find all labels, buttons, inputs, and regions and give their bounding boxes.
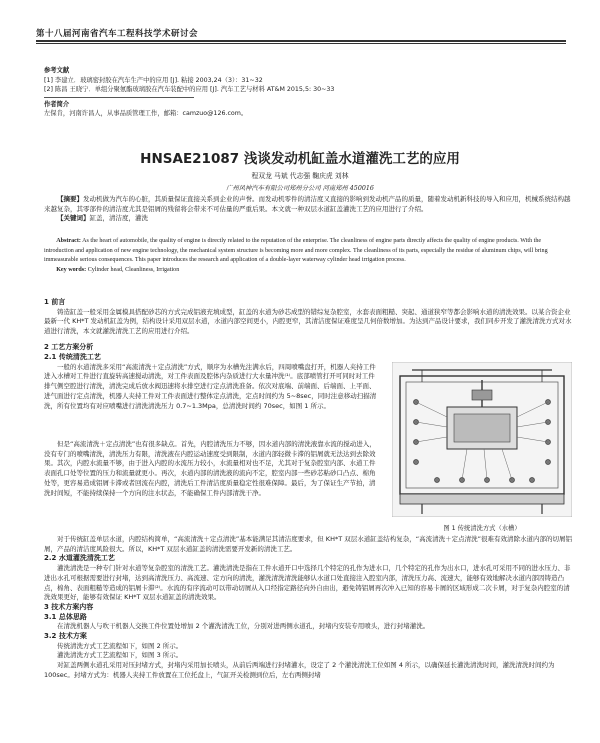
section-2-2-heading: 2.2 水道灌洗清洗工艺 [44,554,115,563]
author-divider [44,97,194,98]
section-2-continued [44,535,572,681]
reference-item: [1] 李建立．玻璃密封胶在汽车生产中的应用 [J]. 粘接 2003,24（3）：31~32 [44,76,263,84]
section-1 [44,298,572,337]
section-2-1-p2: 但是“高流清洗＋定点清洗”也有很多缺点。首先，内腔清洗压力不够，因水道内部的清洗液靠水流的搅动进入，没有专门的喷嘴清洗，清洗压力有限，清洗液在内腔运动速度受到限制，水道内部轻微卡滞的铝屑就无法达到去除效果。其次，内腔水流量不够，由于进入内腔的水流压力较小，水流量相对也不足，尤其对于复杂腔室内部、水道工件表面孔口处等位置的压力和流量就更小。再次，水道内部的清洗液的流向不定，腔室内部一些砂芯粘砂口凸点、棉角处等，更容易造成铝屑卡滞或者回流在内腔，清洗后工件清洁度质量稳定性很难保障。最后，为了保证生产节拍，清洗时间短，不能持续保持一个方向的注水状态，不能确保工件内部清洗干净。 [44,440,376,497]
references-heading: 参考文献 [44,67,70,74]
header-rule-thin [36,43,566,44]
keywords-en-label: Key words: [56,266,87,273]
paper-title: HNSAE21087 浅谈发动机缸盖水道灌洗工艺的应用 [140,151,460,167]
section-1-heading: 1 前言 [44,298,66,306]
section-2-heading: 2 工艺方案分析 [44,343,94,351]
abstract-cn [44,195,572,224]
figure-1-caption: 图 1 传统清洗方式（水槽） [443,525,521,532]
abstract-cn-label: 【摘要】 [57,195,83,203]
section-3-2-p4: 对缸盖两侧水道孔采用对压封堵方式，封堵内采用加长喷头，从前后两端进行封堵灌水，设定了 2 个灌洗清洗工位如图 4 所示，以确保延长灌洗清洗时间，灌洗清洗时间约为 100sec。封堵方式为：机器人夹持工件放置在工位托盘上，气缸开关检测到位后，左右两侧封堵 [44,661,555,679]
abstract-en-label: Abstract: [56,238,81,244]
section-3-heading: 3 技术方案内容 [44,602,94,611]
section-2-heading-block [44,343,381,353]
journal-header: 第十八届河南省汽车工程科技学术研讨会 [36,29,199,39]
paper-authors: 程双龙 马斌 代志强 鞠庆虎 刘林 [251,172,349,180]
section-2-1-p1: 一般的水道清洗多采用“高流清洗＋定点清洗”方式，顺序为水槽先注满水后，四周喷嘴盘打开，机器人夹持工件进入水槽对工件进行直旋转高速搅动清洗，对工件表面及腔体内杂质进行大水量冲洗⁽¹⁾。底部喷管打开可同时对工件排气侧空腔进行清洗，清洗完成后放水阀迅速将水排空进行定点清洗准备。依次对底端、前端面、后端面、上平面、进气面进行定点清洗，机器人夹持工件对工件表面进行整体定点清洗，定点时间约为 5~8sec，同时注意移动扫描清洗，所有位置均有对应喷嘴进行清洗清洗压力 0.7~1.3Mpa，总清洗时间约 70sec，如图 1 所示。 [44,362,377,410]
header-rule [36,40,566,42]
paper-affiliation: 广州风神汽车有限公司郑州分公司 河南郑州 450016 [226,185,374,192]
keywords-cn: 缸盖，清洁度，灌洗 [89,214,148,223]
section-2-full-width [44,440,572,498]
section-1-text: 铸造缸盖一般采用金属模具搭配砂芯的方式完成铝液充填成型，缸盖的水道为砂芯成型的错综复杂腔室，水套表面粗糙、突起、通道狭窄等都会影响水道的清洗效果。以某合资企业最新一代 KH*T 发动机缸盖为例，结构设计采用双层水道，水道内部空间更小，内腔更窄，其清洁度保证难度呈几何倍数增加。为达到产品设计要求，我们同步开发了灌洗清洗方式对水道进行清洗，本文就灌洗清洗工艺的应用进行介绍。 [44,307,572,336]
keywords-en: Cylinder head, Cleanliness, Irrigation [87,266,180,273]
section-3-2-p2: 传统清洗方式工艺流程如下，如图 2 所示。 [57,641,183,650]
section-2-1-heading: 2.1 传统清洗工艺 [44,353,101,361]
abstract-en-text: As the heart of automobile, the quality of engine is directly related to the reputation of the enterprise. The cleanliness of engine parts directly affects the quality of engine products. With the introduction and application of new engine technology, the mechanical system structure is becoming more and more complex. The cleanliness of its parts, especially the residue of aluminum chips, will bring immeasurable serious consequences. This paper introduces the research and application of a double-layer waterway cylinder head irrigation process. [44,238,548,264]
abstract-en [44,237,572,275]
section-3-1-heading: 3.1 总体思路 [44,612,87,621]
abstract-cn-text: 发动机做为汽车的心脏，其质量保证直接关系到企业的声誉。而发动机零件的清洁度又直接的影响到发动机产品的质量，随着发动机新科技的导入和应用，机械系统结构越来越复杂，其零部件的清洁度尤其是铝屑的残留将会带来不可估量的严重后果。本文就一种双层水道缸盖灌洗工艺的应用进行了介绍。 [44,195,571,213]
section-3-2-heading: 3.2 技术方案 [44,632,87,641]
keywords-cn-label: 【关键词】 [57,214,90,223]
references-block [44,66,334,119]
section-2-left-column [44,353,381,411]
reference-item: [2] 陈昌 王晓宁．单组分聚氨酯玻璃胶在汽车装配中的应用 [J]. 汽车工艺与材料 AT&M 2015,5: 30~33 [44,86,335,94]
section-3-2-p3: 灌洗清洗方式工艺流程如下，如图 3 所示。 [57,651,183,660]
section-2-2-p4: 灌洗清洗是一种专门针对水道等复杂腔室的清洗工艺。灌洗清洗是指在工件水道开口中选择几个特定的孔作为进水口，几个特定的孔作为出水口，进水孔可采用不同的进水压力、非进出水孔可根据需要进行封堵，达到高清洗压力、高流速、定方向的清洗，灌洗清洗清洗能够认水道口处直接注入腔室内部，清洗压力高、流速大，能够有效地解决水道内部因铸造凸点，棉角、表面粗糙等造成的铝屑卡滞⁽²⁾。水流的有序流动可以带动切屑从入口经指定路径向外自由出，避免铸铝屑再次冲入已知的容易卡屑的区域形成二次卡屑，对于复杂内腔室的清洗效果更好，能够有效保证 KH*T 双层水道缸盖的清洗效果。 [44,564,571,602]
section-3-1-p1: 在清洗机器人与吹干机器人交换工件位置处增加 2 个灌洗清洗工位，分别对进两侧水道孔，封堵内安装专用喷头，进行封堵灌洗。 [57,622,430,631]
author-bio: 左保肯，河南许昌人，从事品质管理工作，邮箱：camzuo@126.com。 [44,110,248,118]
author-bio-heading: 作者简介 [44,100,70,108]
section-2-1-p3: 对于传统缸盖单层水道，内腔结构简单，“高流清洗＋定点清洗”基本能满足其清洁度要求，但 KH*T 双层水道缸盖结构复杂，“高流清洗＋定点清洗”很难有效清除水道内部的切屑铝屑，产品的清洁度风险很大。所以，KH*T 双层水道缸盖的清洗需要开发新的清洗工艺。 [44,535,572,553]
